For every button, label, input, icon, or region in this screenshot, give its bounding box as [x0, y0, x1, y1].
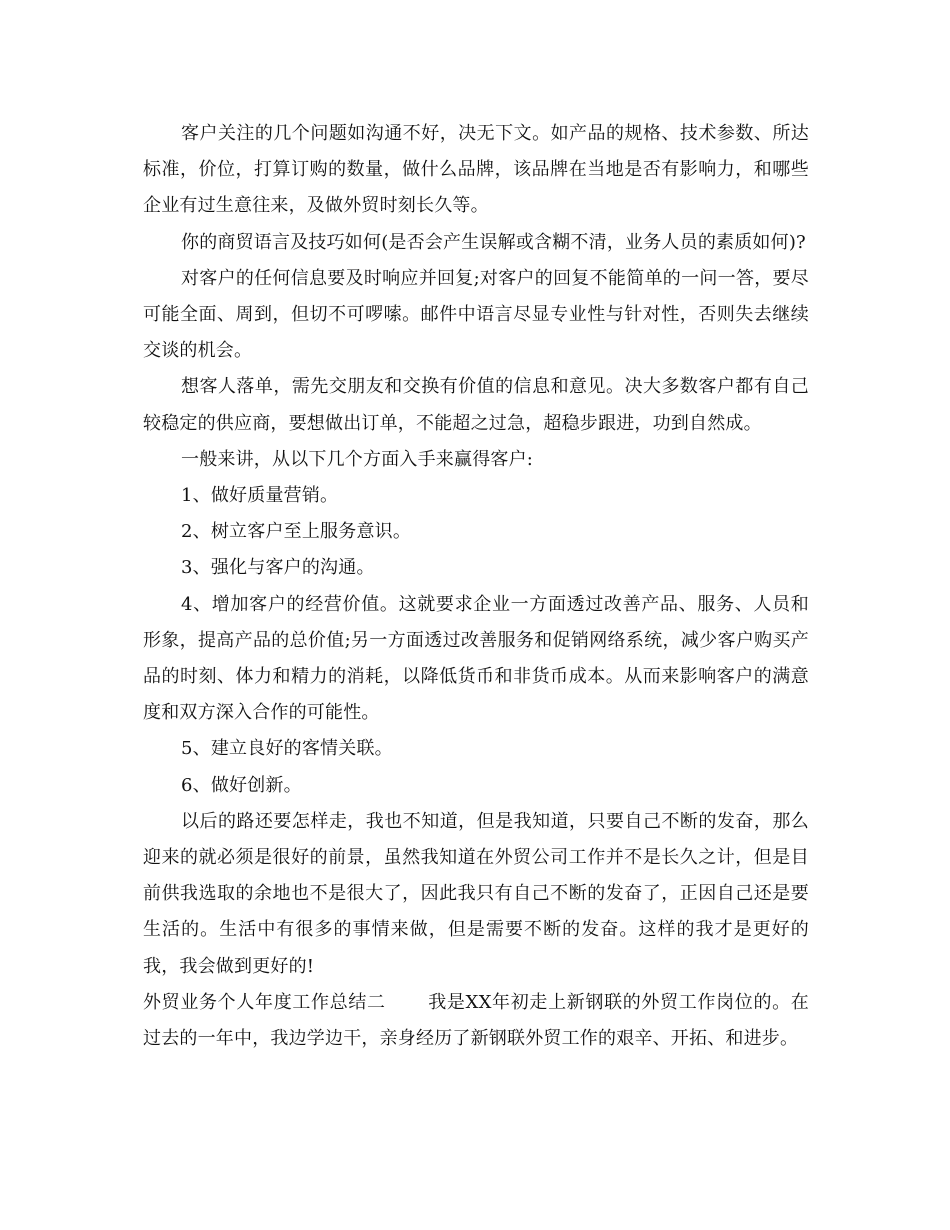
document-body — [143, 116, 809, 1057]
paragraph-future-path: 以后的路还要怎样走，我也不知道，但是我知道，只要自己不断的发奋，那么迎来的就必须是很好的前景，虽然我知道在外贸公司工作并不是长久之计，但是目前供我选取的余地也不是很大了，因此我只有自己不断的发奋了，正因自己还是要生活的。生活中有很多的事情来做，但是需要不断的发奋。这样的我才是更好的我，我会做到更好的! — [143, 810, 809, 977]
section-title: 外贸业务个人年度工作总结二 — [143, 991, 386, 1013]
paragraph-business-language: 你的商贸语言及技巧如何(是否会产生误解或含糊不清，业务人员的素质如何)? — [181, 231, 806, 253]
paragraph-win-customers-intro: 一般来讲，从以下几个方面入手来赢得客户: — [181, 448, 534, 470]
section-two-body: 我是XX年初走上新钢联的外贸工作岗位的。在过去的一年中，我边学边干，亲身经历了新钢联外贸工作的艰辛、开拓、和进步。 — [143, 991, 809, 1050]
paragraph-section-two — [143, 985, 809, 1057]
strategy-list — [143, 478, 809, 804]
list-item: 1、做好质量营销。 — [181, 485, 339, 507]
paragraph-make-friends: 想客人落单，需先交朋友和交换有价值的信息和意见。决大多数客户都有自己较稳定的供应商，要想做出订单，不能超之过急，超稳步跟进，功到自然成。 — [143, 376, 809, 434]
list-item: 3、强化与客户的沟通。 — [181, 557, 375, 579]
paragraph-timely-response: 对客户的任何信息要及时响应并回复;对客户的回复不能简单的一问一答，要尽可能全面、周到，但切不可啰嗦。邮件中语言尽显专业性与针对性，否则失去继续交谈的机会。 — [143, 267, 809, 362]
paragraph-customer-concerns: 客户关注的几个问题如沟通不好，决无下文。如产品的规格、技术参数、所达标准，价位，打算订购的数量，做什么品牌，该品牌在当地是否有影响力，和哪些企业有过生意往来，及做外贸时刻长久等。 — [143, 123, 809, 217]
list-item: 4、增加客户的经营价值。这就要求企业一方面透过改善产品、服务、人员和形象，提高产品的总价值;另一方面透过改善服务和促销网络系统，减少客户购买产品的时刻、体力和精力的消耗，以降低货币和非货币成本。从而来影响客户的满意度和双方深入合作的可能性。 — [143, 593, 809, 724]
list-item: 2、树立客户至上服务意识。 — [181, 521, 412, 543]
list-item: 5、建立良好的客情关联。 — [181, 738, 393, 760]
list-item: 6、做好创新。 — [181, 774, 302, 796]
